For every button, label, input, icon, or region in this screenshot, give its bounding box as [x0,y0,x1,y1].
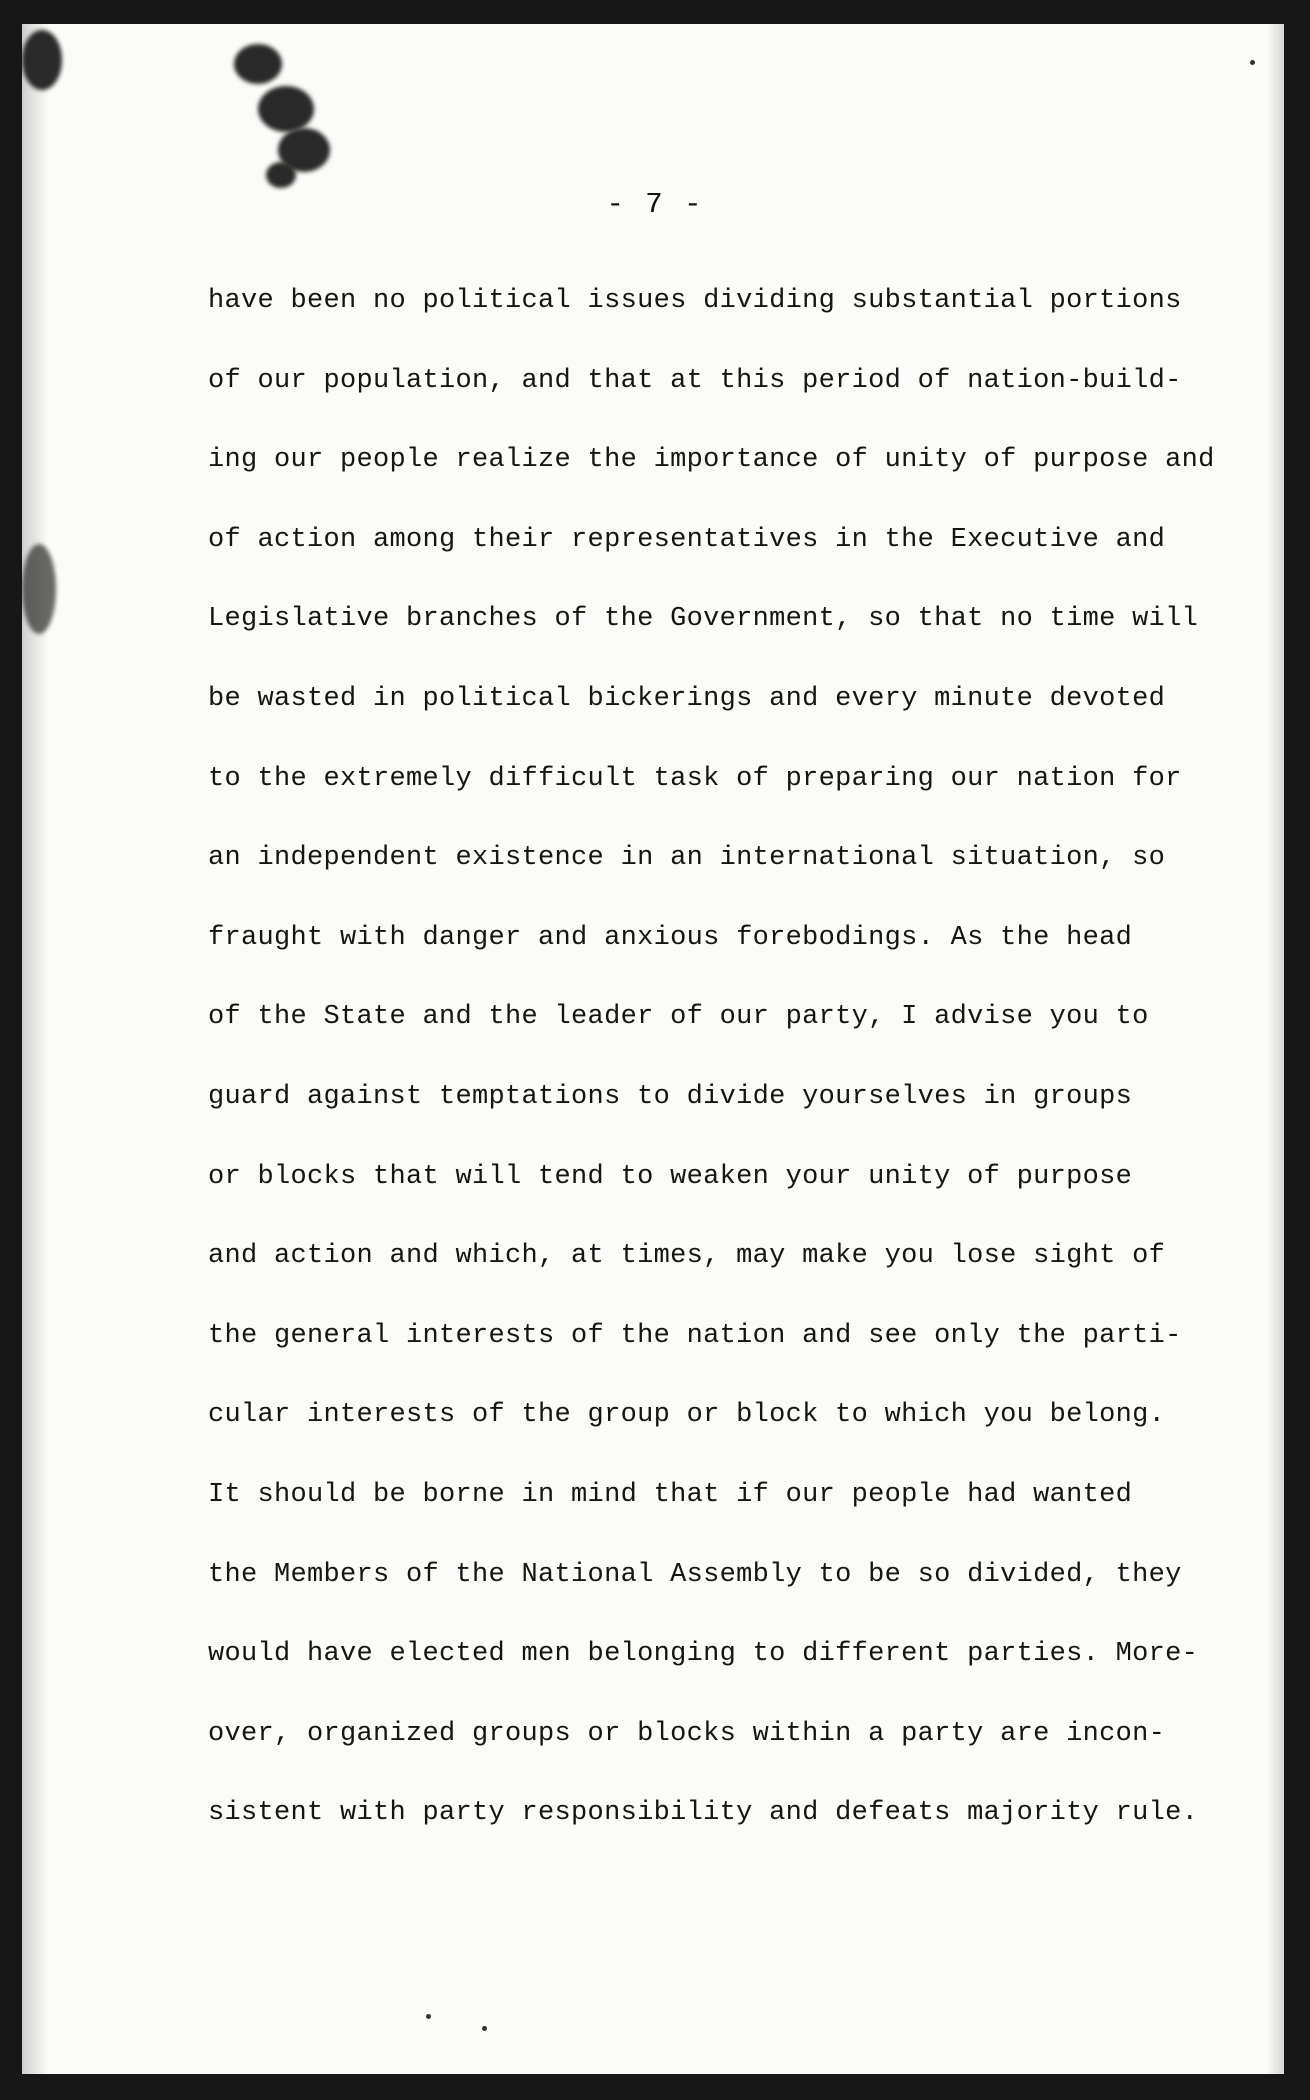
ink-speck [1250,60,1255,65]
page-edge-shadow-left [22,24,48,2074]
text-line: the general interests of the nation and see only the parti- [208,1320,1182,1351]
text-line: fraught with danger and anxious forebodings. As the head [208,922,1133,953]
ink-smudge [22,544,56,634]
text-line: cular interests of the group or block to which you belong. [208,1400,1166,1431]
text-line: the Members of the National Assembly to be so divided, they [208,1559,1182,1590]
ink-smudge [258,86,314,132]
page-number: - 7 - [606,188,704,221]
text-line: to the extremely difficult task of preparing our nation for [208,763,1182,794]
text-line: sistent with party responsibility and defeats majority rule. [208,1798,1199,1829]
ink-smudge [234,44,282,84]
ink-smudge [266,162,296,188]
text-line: ing our people realize the importance of unity of purpose and [208,445,1215,476]
text-line: have been no political issues dividing substantial portions [208,286,1182,316]
text-line: or blocks that will tend to weaken your unity of purpose [208,1161,1133,1192]
text-line: would have elected men belonging to different parties. More- [208,1639,1199,1670]
ink-speck [426,2014,431,2019]
page-edge-shadow-right [1266,24,1284,2074]
text-line: It should be borne in mind that if our people had wanted [208,1479,1133,1510]
text-line: of our population, and that at this period of nation-build- [208,365,1182,396]
text-line: and action and which, at times, may make you lose sight of [208,1241,1166,1272]
text-line: of the State and the leader of our party, I advise you to [208,1002,1149,1033]
text-line: over, organized groups or blocks within a party are incon- [208,1718,1166,1749]
text-line: Legislative branches of the Government, so that no time will [208,604,1199,635]
text-line: guard against temptations to divide yourselves in groups [208,1081,1133,1112]
ink-smudge [22,30,62,90]
ink-speck [482,2026,487,2031]
text-line: an independent existence in an international situation, so [208,843,1166,874]
body-text [208,262,1215,1854]
text-line: of action among their representatives in the Executive and [208,524,1166,555]
text-line: be wasted in political bickerings and every minute devoted [208,683,1166,714]
